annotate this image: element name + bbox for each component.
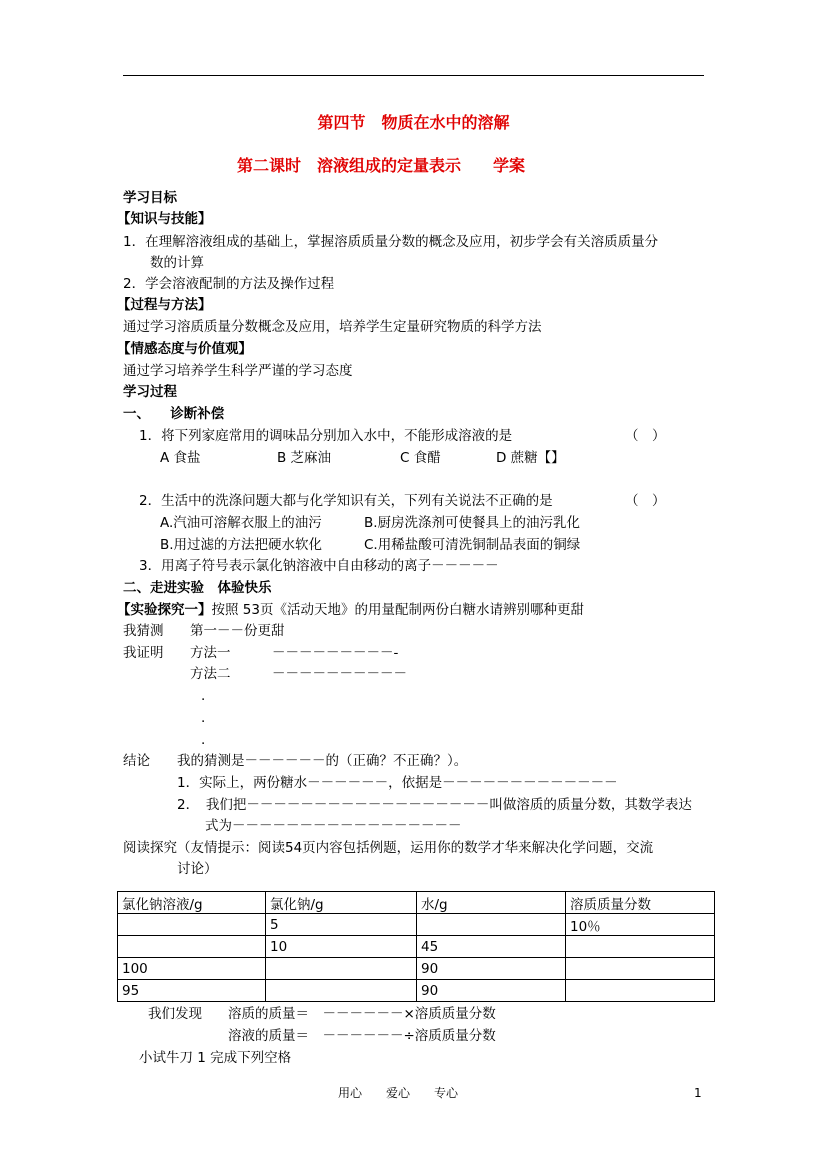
option-d: C.用稀盐酸可清洗铜制品表面的铜绿 [364,537,581,553]
text-line: 通过学习培养学生科学严谨的学习态度 [123,363,353,379]
table-cell [118,914,266,936]
sub-heading: 【情感态度与价值观】 [117,341,252,357]
dot: . [201,688,206,704]
answer-paren: （ ） [625,428,666,444]
table-cell: 100 [118,958,266,980]
page-footer: 用心 爱心 专心 [338,1086,459,1100]
table-cell [566,980,715,1002]
text-line: 通过学习溶质质量分数概念及应用，培养学生定量研究物质的科学方法 [123,319,542,335]
question-1: 1．将下列家庭常用的调味品分别加入水中，不能形成溶液的是 [139,428,513,444]
table-header: 溶质质量分数 [566,892,715,914]
sub-heading: 【知识与技能】 [117,211,212,227]
text-line: 1．实际上，两份糖水－－－－－－，依据是－－－－－－－－－－－－－ [177,775,618,791]
experiment-text: 按照 53页《活动天地》的用量配制两份白糖水请辨别哪种更甜 [211,602,584,618]
option-a: A 食盐 [160,450,201,466]
sub-heading: 【过程与方法】 [117,297,212,313]
prove-label: 我证明 [123,645,164,661]
text-line: 2．学会溶液配制的方法及操作过程 [123,276,335,292]
table-cell [566,958,715,980]
answer-paren: （ ） [625,493,666,509]
page-title: 第四节 物质在水中的溶解 [317,113,510,132]
dot: . [201,732,206,748]
table-row [118,980,715,1002]
table-cell [566,936,715,958]
table-cell: 90 [417,958,566,980]
section-heading: 学习目标 [123,190,177,206]
find-label: 我们发现 [148,1006,202,1022]
question-3: 3．用离子符号表示氯化钠溶液中自由移动的离子－－－－－ [139,558,499,574]
table-cell: 90 [417,980,566,1002]
table-cell [118,936,266,958]
table-header: 氯化钠/g [266,892,417,914]
table-header: 氯化钠溶液/g [118,892,266,914]
table-header-row [118,892,715,914]
page-number: 1 [694,1086,702,1100]
table-cell: 45 [417,936,566,958]
data-table [117,891,715,1002]
table-row [118,914,715,936]
text-line: 讨论） [177,861,218,877]
dot: . [201,710,206,726]
page-subtitle: 第二课时 溶液组成的定量表示 学案 [237,156,526,175]
option-d: D 蔗糖【】 [496,450,565,466]
text-line: 阅读探究（友情提示：阅读54页内容包括例题，运用你的数学才华来解决化学问题，交流 [123,840,654,856]
option-b: B.厨房洗涤剂可使餐具上的油污乳化 [364,515,581,531]
option-a: A.汽油可溶解衣服上的油污 [160,515,322,531]
text-line: 数的计算 [150,255,204,271]
table-row [118,936,715,958]
table-cell: 10 [266,936,417,958]
option-c: C 食醋 [400,450,441,466]
formula-line: 溶质的质量＝ －－－－－－×溶质质量分数 [228,1006,496,1022]
option-c: B.用过滤的方法把硬水软化 [160,537,323,553]
section-heading: 学习过程 [123,384,177,400]
header-rule [123,75,704,76]
table-row [118,958,715,980]
conclusion-text: 我的猜测是－－－－－－的（正确？不正确？）。 [177,753,468,769]
experiment-heading: 【实验探究一】 [117,602,212,618]
formula-line: 溶液的质量＝ －－－－－－÷溶质质量分数 [228,1028,496,1044]
exercise-heading: 小试牛刀 1 完成下列空格 [139,1050,292,1066]
method-blank: －－－－－－－－－- [272,645,399,661]
table-cell [266,958,417,980]
text-line: 式为－－－－－－－－－－－－－－－－－ [205,818,462,834]
text-line: 1．在理解溶液组成的基础上，掌握溶质质量分数的概念及应用，初步学会有关溶质质量分 [123,234,659,250]
method-blank: －－－－－－－－－－ [272,666,407,682]
table-cell: 5 [266,914,417,936]
table-cell: 10％ [566,914,715,936]
guess-label: 我猜测 [123,623,164,639]
option-b: B 芝麻油 [277,450,332,466]
method-label: 方法二 [190,666,231,682]
table-cell: 95 [118,980,266,1002]
question-2: 2．生活中的洗涤问题大都与化学知识有关，下列有关说法不正确的是 [139,493,553,509]
conclusion-label: 结论 [123,753,150,769]
method-label: 方法一 [190,645,231,661]
guess-text: 第一－－份更甜 [190,623,285,639]
section-heading: 二、走进实验 体验快乐 [123,580,272,596]
experiment-line [117,600,584,620]
table-cell [266,980,417,1002]
section-heading: 一、 诊断补偿 [123,406,225,422]
text-line: 2． 我们把－－－－－－－－－－－－－－－－－－叫做溶质的质量分数，其数学表达 [177,797,692,813]
table-cell [417,914,566,936]
table-header: 水/g [417,892,566,914]
